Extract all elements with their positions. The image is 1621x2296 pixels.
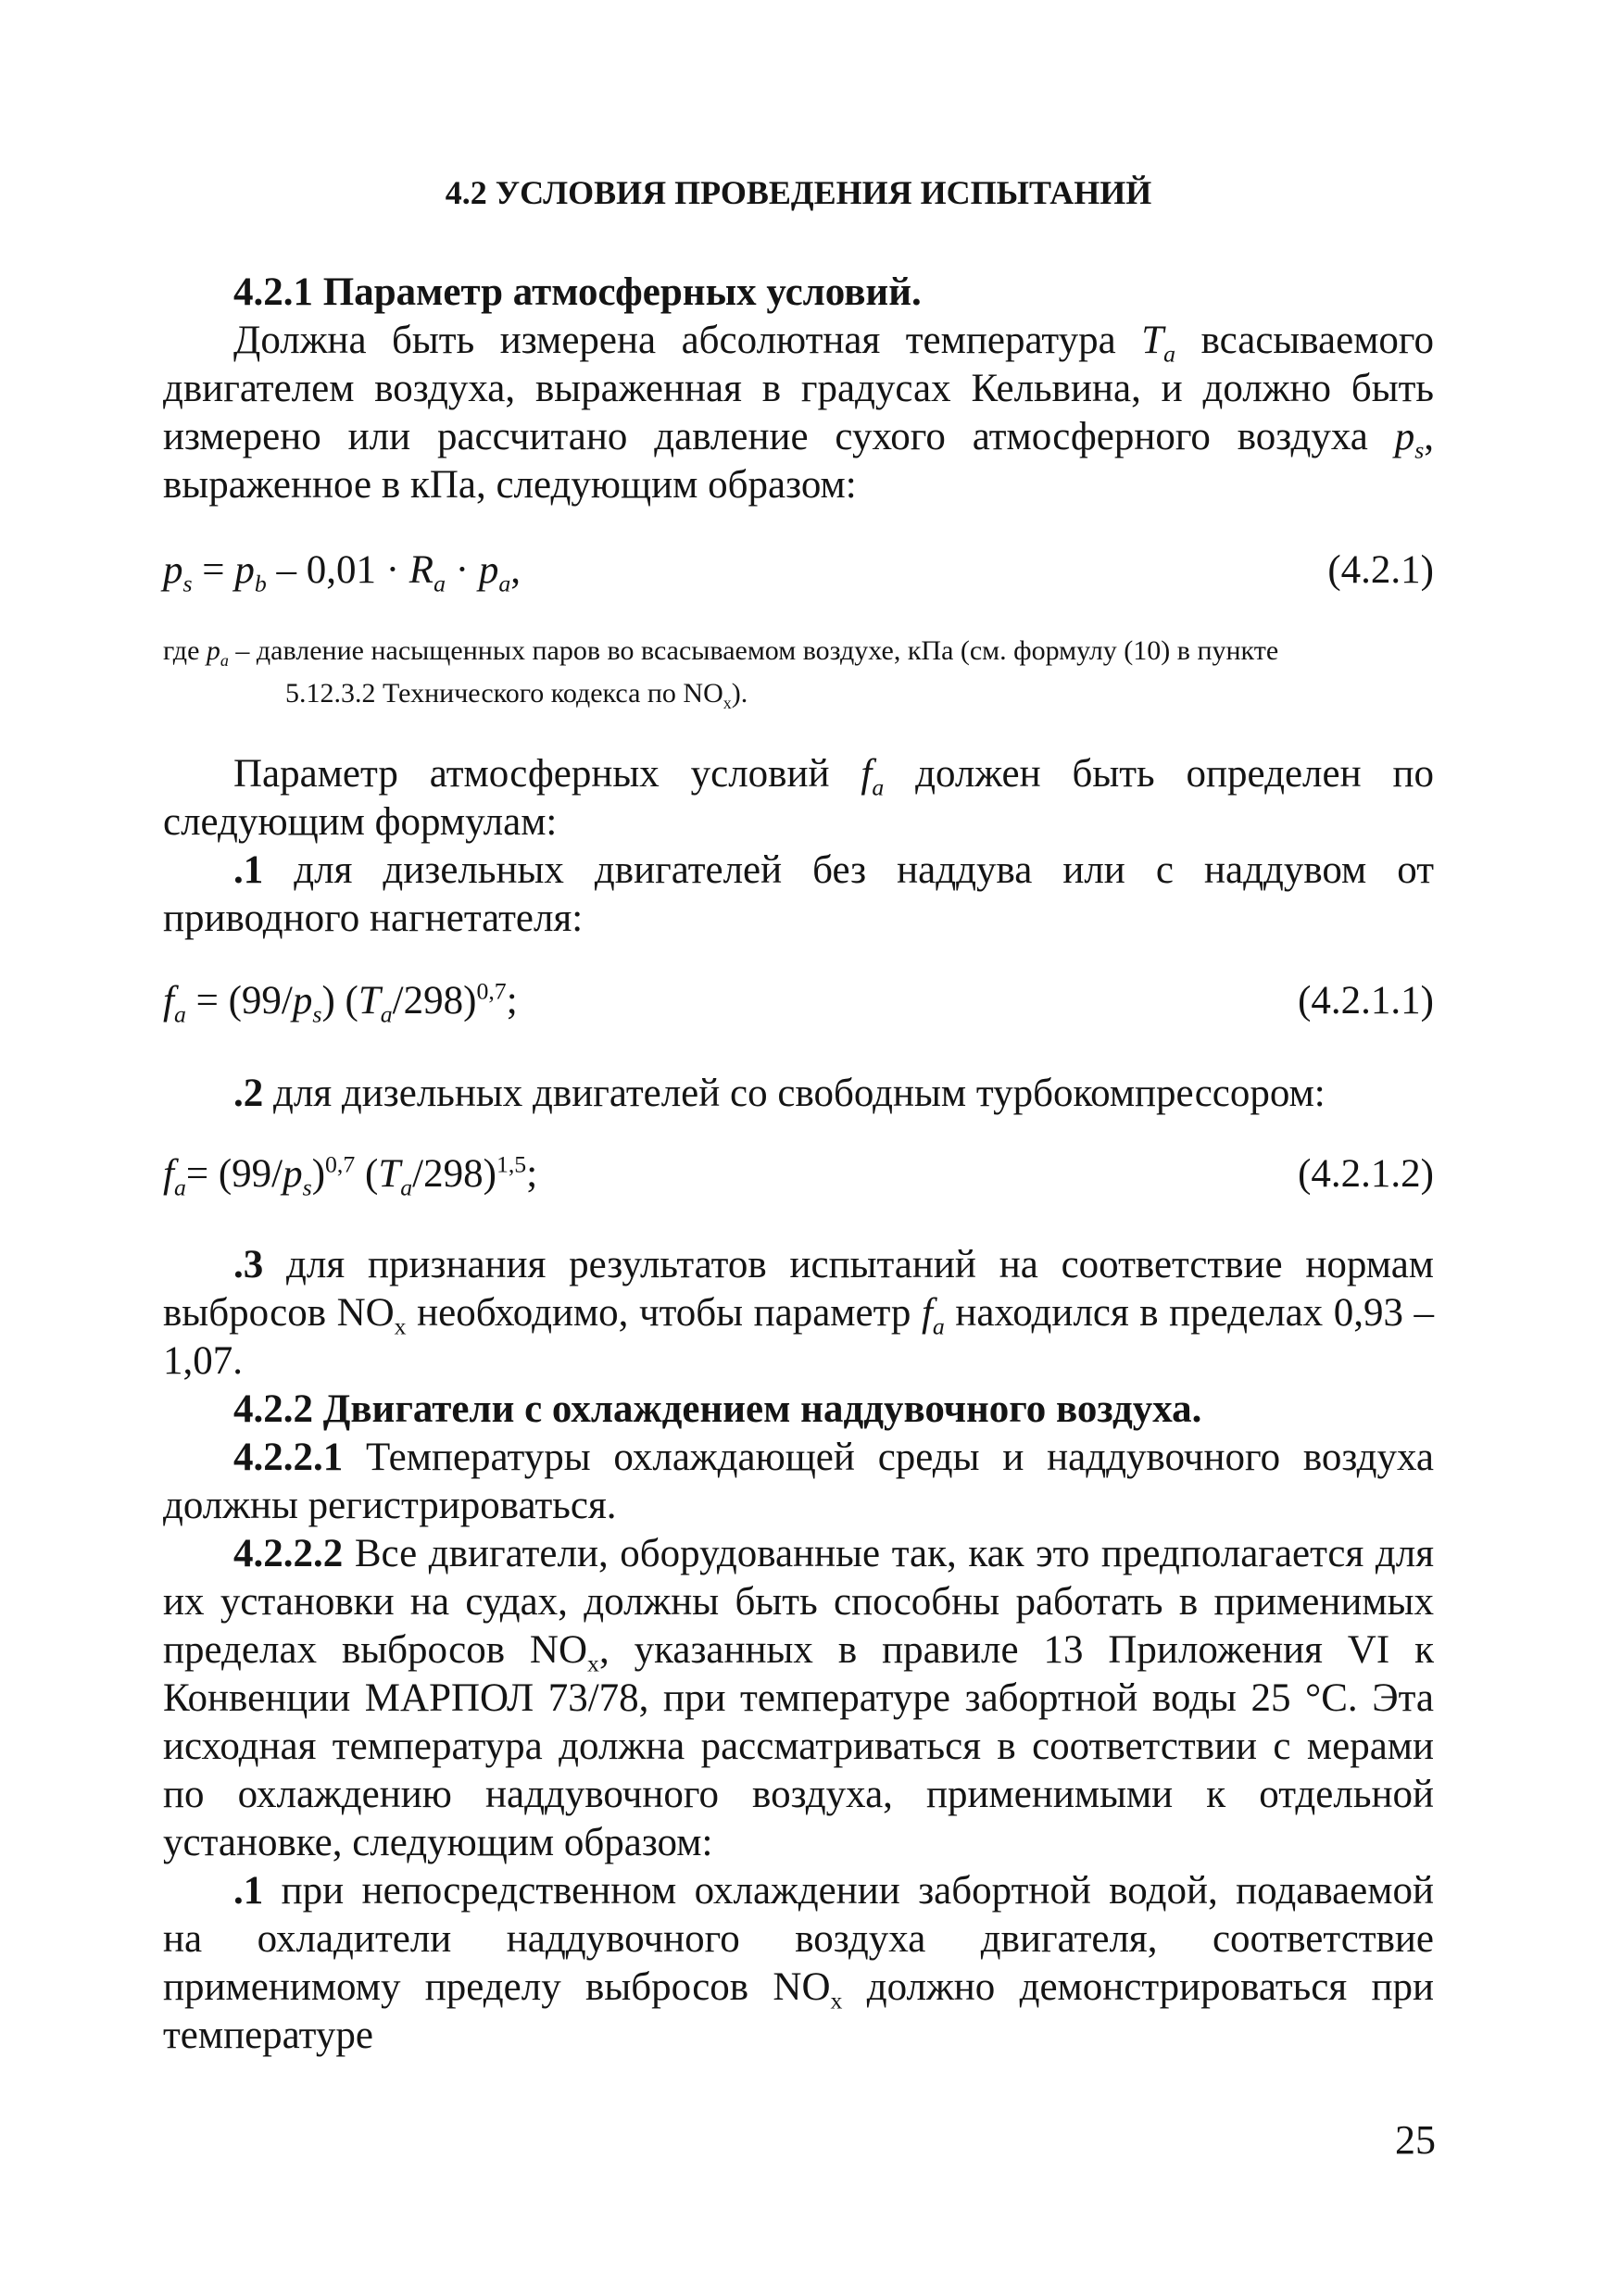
equation-body: $f_a = (99/p_s)$ $(T_a/298)^{0,7}$; [163, 977, 518, 1028]
equation-4-2-1 [163, 546, 1434, 595]
block-parameter [163, 750, 1434, 943]
equation-note: где $p_a$ – давление насыщенных паров во всасываемом воздухе, кПа (см. формулу (10) в пункте 5.12.3.2 Технического кодекса по $NO_x$). [163, 635, 1279, 712]
equation-4-2-1-2 [163, 1150, 1434, 1201]
paragraph-pressure-definition: Должна быть измерена абсолютная температура $T_a$ всасываемого двигателем воздуха, выраженная в градусах Кельвина, и должно быть измерено или рассчитано давление сухого атмосферного воздуха $p_s$, выраженное в кПа, следующим образом: [163, 319, 1434, 507]
paragraph-4-2-2-1: 4.2.2.1 Температуры охлаждающей среды и наддувочного воздуха должны регистрироваться. [163, 1436, 1434, 1527]
equation-number: (4.2.1.2) [1298, 1152, 1434, 1196]
item-1-no-turbo: .1 для дизельных двигателей без наддува или с наддувом от приводного нагнетателя: [163, 848, 1434, 940]
paragraph-4-2-2-2: 4.2.2.2 Все двигатели, оборудованные так, как это предполагается для их установки на судах, должны быть способны работать в применимых пределах выбросов $NO_x$, указанных в правиле 13 Приложения VI к Конвенции МАРПОЛ 73/78, при температуре забортной воды 25 °С. Эта исходная температура должна рассматриваться в соответствии с мерами по охлаждению наддувочного воздуха, применимыми к отдельной установке, следующим образом: [163, 1532, 1434, 1864]
item-3-range: .3 для признания результатов испытаний на соответствие нормам выбросов $NO_x$ необходимо, чтобы параметр $f_a$ находился в пределах 0,93 – 1,07. [163, 1243, 1434, 1383]
page-number: 25 [1395, 2117, 1436, 2163]
equation-body: $f_a= (99/p_s)^{0,7}$ $(T_a/298)^{1,5}$; [163, 1150, 538, 1201]
item-2-free-turbo: .2 для дизельных двигателей со свободным турбокомпрессором: [233, 1072, 1326, 1115]
heading-4-2-2: 4.2.2 Двигатели с охлаждением наддувочного воздуха. [233, 1387, 1202, 1431]
paragraph-parameter-fa: Параметр атмосферных условий $f_a$ должен быть определен по следующим формулам: [163, 752, 1434, 844]
item-1-seawater: .1 при непосредственном охлаждении забортной водой, подаваемой на охладители наддувочного воздуха двигателя, соответствие применимому пределу выбросов $NO_x$ должно демонстрироваться при температуре [163, 1869, 1434, 2057]
heading-4-2-1: 4.2.1 Параметр атмосферных условий. [233, 270, 922, 314]
equation-body: $p_s = p_b - 0,01 \cdot R_a \cdot p_a$, [163, 548, 521, 597]
block-item-2 [163, 1070, 1434, 1118]
equation-number: (4.2.1) [1327, 548, 1434, 592]
equation-number: (4.2.1.1) [1298, 979, 1434, 1023]
block-atmospheric [163, 269, 1434, 509]
block-section-4-2-2 [163, 1241, 1434, 2060]
equation-4-2-1-1 [163, 977, 1434, 1028]
section-title: 4.2 УСЛОВИЯ ПРОВЕДЕНИЯ ИСПЫТАНИЙ [445, 174, 1152, 211]
